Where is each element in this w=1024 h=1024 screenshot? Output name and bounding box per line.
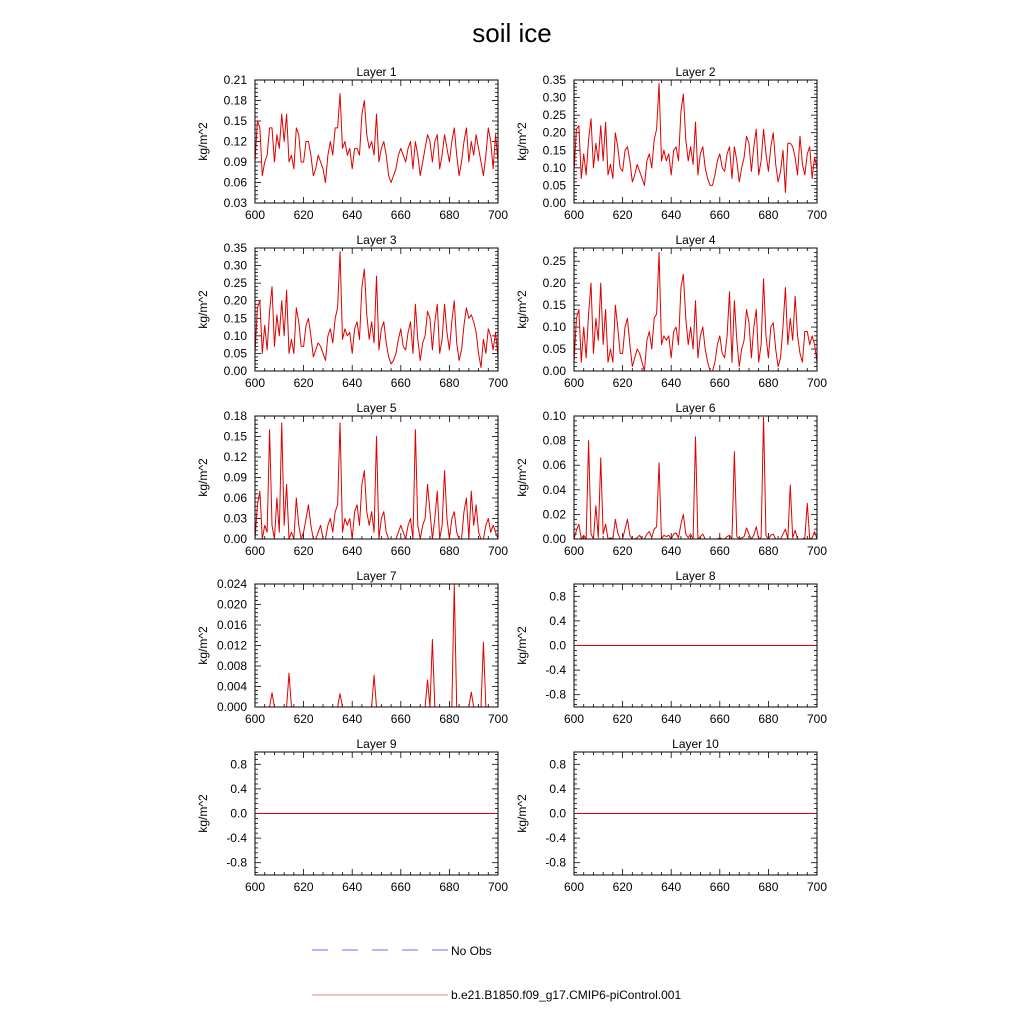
y-tick-label: 0.20 [542, 276, 566, 291]
y-tick-label: 0.0 [549, 806, 566, 821]
x-tick-label: 660 [390, 376, 411, 390]
x-tick-label: 680 [758, 376, 779, 390]
y-tick-label: 0.30 [223, 258, 247, 273]
y-axis-label: kg/m^2 [515, 290, 529, 329]
x-tick-label: 700 [806, 712, 828, 726]
plot-frame [574, 80, 817, 203]
x-tick-label: 620 [612, 880, 633, 894]
x-tick-label: 660 [390, 208, 411, 222]
x-tick-label: 660 [390, 880, 411, 894]
x-tick-label: 620 [293, 376, 314, 390]
x-tick-label: 680 [758, 880, 779, 894]
x-tick-label: 640 [661, 880, 682, 894]
x-tick-label: 660 [709, 880, 730, 894]
y-tick-label: 0.35 [542, 73, 566, 87]
y-tick-label: 0.15 [223, 114, 247, 128]
y-tick-label: 0.0 [549, 638, 566, 653]
x-tick-label: 640 [342, 544, 363, 558]
y-tick-label: 0.016 [216, 618, 247, 632]
x-tick-label: 640 [342, 880, 363, 894]
y-tick-label: 0.020 [216, 597, 247, 612]
y-axis-label: kg/m^2 [196, 290, 210, 329]
panels [196, 65, 827, 894]
y-tick-label: 0.06 [542, 458, 566, 473]
y-tick-label: 0.12 [223, 450, 247, 464]
y-tick-label: 0.25 [223, 276, 247, 291]
panel-title: Layer 10 [672, 737, 719, 751]
y-axis-label: kg/m^2 [515, 458, 529, 497]
x-tick-label: 660 [709, 208, 730, 222]
y-tick-label: -0.8 [226, 855, 247, 870]
x-tick-label: 680 [439, 208, 460, 222]
x-tick-label: 680 [758, 208, 779, 222]
x-tick-label: 640 [661, 208, 682, 222]
y-tick-label: 0.008 [216, 659, 247, 673]
x-tick-label: 680 [439, 880, 460, 894]
y-tick-label: 0.012 [216, 638, 247, 653]
x-tick-label: 660 [709, 712, 730, 726]
x-tick-label: 600 [244, 376, 266, 390]
y-axis-label: kg/m^2 [196, 122, 210, 161]
y-tick-label: 0.25 [542, 108, 566, 123]
y-tick-label: 0.4 [230, 781, 247, 796]
panel-title: Layer 3 [356, 233, 397, 247]
x-tick-label: 640 [661, 544, 682, 558]
y-tick-label: 0.06 [223, 175, 247, 190]
y-tick-label: 0.06 [223, 491, 247, 505]
panel-title: Layer 6 [675, 401, 716, 415]
x-tick-label: 600 [563, 880, 585, 894]
y-tick-label: 0.10 [542, 160, 566, 175]
x-tick-label: 680 [439, 712, 460, 726]
y-tick-label: 0.35 [223, 241, 247, 255]
x-tick-label: 620 [293, 544, 314, 558]
x-tick-label: 660 [390, 712, 411, 726]
y-tick-label: 0.03 [223, 511, 247, 526]
series-line [255, 94, 498, 183]
x-tick-label: 620 [612, 208, 633, 222]
y-tick-label: 0.0 [230, 806, 247, 821]
x-tick-label: 660 [709, 376, 730, 390]
panel-title: Layer 2 [675, 65, 716, 79]
y-tick-label: 0.04 [542, 482, 566, 497]
x-tick-label: 600 [244, 880, 266, 894]
x-tick-label: 640 [342, 208, 363, 222]
panel-title: Layer 9 [356, 737, 397, 751]
x-tick-label: 640 [661, 376, 682, 390]
y-tick-label: 0.8 [549, 589, 566, 604]
x-tick-label: 620 [293, 880, 314, 894]
panel-layer-1 [196, 65, 508, 222]
x-tick-label: 700 [487, 208, 509, 222]
panel-layer-2 [515, 65, 827, 222]
y-tick-label: 0.10 [223, 328, 247, 343]
panel-layer-7 [196, 569, 508, 726]
series-line [574, 417, 817, 539]
panel-layer-9 [196, 737, 508, 894]
y-tick-label: 0.18 [223, 409, 247, 423]
series-line [255, 423, 498, 539]
y-tick-label: 0.03 [223, 196, 247, 210]
x-tick-label: 600 [244, 544, 266, 558]
y-tick-label: 0.00 [542, 532, 566, 546]
plot-frame [255, 584, 498, 707]
x-tick-label: 700 [806, 376, 828, 390]
y-tick-label: 0.05 [542, 178, 566, 193]
y-tick-label: 0.02 [542, 507, 566, 522]
panel-title: Layer 5 [356, 401, 397, 415]
x-tick-label: 660 [709, 544, 730, 558]
plot-frame [574, 416, 817, 539]
y-tick-label: -0.4 [545, 831, 566, 846]
y-axis-label: kg/m^2 [515, 626, 529, 665]
x-tick-label: 680 [439, 544, 460, 558]
y-tick-label: 0.024 [216, 577, 247, 591]
y-tick-label: 0.20 [223, 293, 247, 308]
series-line [574, 84, 817, 193]
x-tick-label: 620 [293, 712, 314, 726]
y-tick-label: -0.8 [545, 855, 566, 870]
x-tick-label: 600 [244, 208, 266, 222]
panel-layer-4 [515, 233, 827, 390]
y-axis-label: kg/m^2 [196, 458, 210, 497]
x-tick-label: 700 [806, 208, 828, 222]
panel-title: Layer 7 [356, 569, 397, 583]
x-tick-label: 640 [342, 376, 363, 390]
y-axis-label: kg/m^2 [515, 794, 529, 833]
y-tick-label: 0.09 [223, 155, 247, 169]
y-tick-label: 0.00 [542, 364, 566, 378]
x-tick-label: 700 [487, 544, 509, 558]
x-tick-label: 620 [612, 376, 633, 390]
y-tick-label: -0.4 [545, 663, 566, 678]
y-tick-label: 0.05 [542, 342, 566, 357]
y-axis-label: kg/m^2 [515, 122, 529, 161]
x-tick-label: 620 [612, 712, 633, 726]
x-tick-label: 680 [758, 544, 779, 558]
panel-title: Layer 4 [675, 233, 716, 247]
x-tick-label: 640 [342, 712, 363, 726]
y-axis-label: kg/m^2 [196, 626, 210, 665]
plot-frame [255, 416, 498, 539]
x-tick-label: 600 [563, 712, 585, 726]
y-tick-label: 0.10 [542, 409, 566, 423]
plot-frame [255, 248, 498, 371]
y-axis-label: kg/m^2 [196, 794, 210, 833]
panel-title: Layer 8 [675, 569, 716, 583]
y-tick-label: 0.4 [549, 781, 566, 796]
x-tick-label: 680 [439, 376, 460, 390]
legend-obs-label: No Obs [451, 944, 492, 958]
figure-title: soil ice [472, 18, 552, 48]
y-tick-label: 0.8 [230, 757, 247, 772]
legend [312, 944, 681, 1002]
panel-layer-5 [196, 401, 508, 558]
y-tick-label: 0.05 [223, 346, 247, 361]
x-tick-label: 600 [563, 544, 585, 558]
y-tick-label: -0.4 [226, 831, 247, 846]
series-line [574, 252, 817, 371]
x-tick-label: 680 [758, 712, 779, 726]
y-tick-label: 0.15 [542, 298, 566, 313]
x-tick-label: 700 [487, 880, 509, 894]
panel-title: Layer 1 [356, 65, 397, 79]
y-tick-label: 0.4 [549, 613, 566, 628]
x-tick-label: 660 [390, 544, 411, 558]
y-tick-label: 0.15 [542, 143, 566, 158]
y-tick-label: 0.20 [542, 125, 566, 140]
y-tick-label: 0.21 [223, 73, 247, 87]
x-tick-label: 700 [487, 376, 509, 390]
panel-layer-8 [515, 569, 827, 726]
y-tick-label: 0.15 [223, 429, 247, 444]
y-tick-label: -0.8 [545, 687, 566, 702]
panel-layer-3 [196, 233, 508, 390]
y-tick-label: 0.08 [542, 433, 566, 448]
x-tick-label: 620 [612, 544, 633, 558]
x-tick-label: 700 [806, 544, 828, 558]
panel-layer-6 [515, 401, 827, 558]
y-tick-label: 0.10 [542, 320, 566, 335]
legend-model-label: b.e21.B1850.f09_g17.CMIP6-piControl.001 [451, 988, 682, 1002]
y-tick-label: 0.00 [542, 196, 566, 210]
x-tick-label: 600 [563, 376, 585, 390]
y-tick-label: 0.004 [216, 679, 247, 694]
y-tick-label: 0.09 [223, 470, 247, 485]
x-tick-label: 640 [661, 712, 682, 726]
y-tick-label: 0.15 [223, 311, 247, 326]
x-tick-label: 700 [487, 712, 509, 726]
y-tick-label: 0.00 [223, 364, 247, 378]
x-tick-label: 620 [293, 208, 314, 222]
y-tick-label: 0.12 [223, 134, 247, 149]
y-tick-label: 0.8 [549, 757, 566, 772]
y-tick-label: 0.000 [216, 700, 247, 714]
x-tick-label: 600 [563, 208, 585, 222]
y-tick-label: 0.18 [223, 93, 247, 108]
series-line [255, 585, 498, 707]
series-line [255, 252, 498, 368]
x-tick-label: 700 [806, 880, 828, 894]
panel-layer-10 [515, 737, 827, 894]
y-tick-label: 0.30 [542, 90, 566, 105]
plot-frame [255, 80, 498, 203]
y-tick-label: 0.00 [223, 532, 247, 546]
x-tick-label: 600 [244, 712, 266, 726]
y-tick-label: 0.25 [542, 254, 566, 269]
